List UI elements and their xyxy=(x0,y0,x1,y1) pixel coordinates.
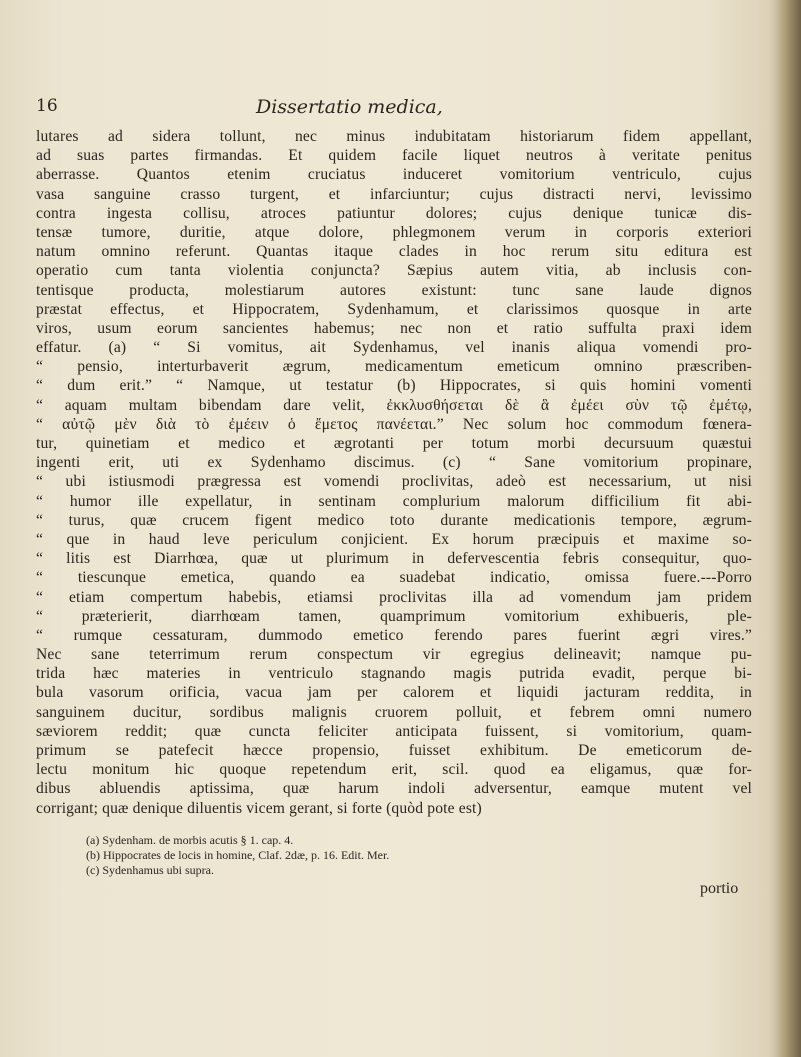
text-line: aberrasse. Quantos etenim cruciatus induceret vomitorium ventriculo, cujus xyxy=(36,166,752,184)
text-line: “ turus, quæ crucem figent medico toto durante medicationis tempore, ægrum- xyxy=(36,511,752,529)
catchword: portio xyxy=(700,880,739,897)
body-text xyxy=(36,127,752,818)
text-line: ad suas partes firmandas. Et quidem facile liquet neutros à veritate penitus xyxy=(36,147,752,165)
text-line: “ litis est Diarrhœa, quæ ut plurimum in defervescentia febris consequitur, quo- xyxy=(36,550,752,568)
page-edge xyxy=(775,0,801,1057)
text-line: “ que in haud leve periculum conjicient. Ex horum præcipuis et maxime so- xyxy=(36,530,752,548)
text-line: tensæ tumore, duritie, atque dolore, phlegmonem verum in corporis exteriori xyxy=(36,223,752,241)
text-line: “ pensio, interturbaverit ægrum, medicamentum emeticum omnino præscriben- xyxy=(36,358,752,376)
text-line: Nec sane teterrimum rerum conspectum vir egregius delineavit; namque pu- xyxy=(36,646,752,664)
text-line: natum omnino referunt. Quantas itaque clades in hoc rerum situ editura est xyxy=(36,243,752,261)
footnote: (c) Sydenhamus ubi supra. xyxy=(86,863,214,877)
text-line: effatur. (a) “ Si vomitus, ait Sydenhamus, vel inanis aliqua vomendi pro- xyxy=(36,339,752,357)
text-line: “ humor ille expellatur, in sentinam complurium malorum difficilium fit abi- xyxy=(36,492,752,510)
text-line: ingenti erit, uti ex Sydenhamo discimus. (c) “ Sane vomitorium propinare, xyxy=(36,454,752,472)
text-line: tentisque producta, molestiarum autores existunt: tunc sane laude dignos xyxy=(36,281,752,299)
page-number: 16 xyxy=(36,96,58,116)
text-line: “ etiam compertum habebis, etiamsi proclivitas illa ad vomendum jam pridem xyxy=(36,588,752,606)
text-line: “ tiescunque emetica, quando ea suadebat indicatio, omissa fuere.---Porro xyxy=(36,569,752,587)
text-line: sæviorem reddit; quæ cuncta feliciter anticipata fuissent, si vomitorium, quam- xyxy=(36,722,752,740)
footnote: (a) Sydenham. de morbis acutis § 1. cap. 4. xyxy=(86,833,294,847)
text-line: “ præterierit, diarrhœam tamen, quamprimum vomitorium exhibueris, ple- xyxy=(36,607,752,625)
text-line: “ aquam multam bibendam dare velit, ἐκκλυσθήσεται δὲ ἃ ἐμέει σὺν τῷ ἐμέτῳ, xyxy=(36,396,752,414)
text-line: primum se patefecit hæcce propensio, fuisset exhibitum. De emeticorum de- xyxy=(36,742,752,759)
text-line: contra ingesta collisu, atroces patiuntur dolores; cujus denique tunicæ dis- xyxy=(36,204,752,222)
text-line: bula vasorum orificia, vacua jam per calorem et liquidi jacturam reddita, in xyxy=(36,684,752,702)
text-line: trida hæc materies in ventriculo stagnando magis putrida evadit, perque bi- xyxy=(36,665,752,683)
text-line: corrigant; quæ denique diluentis vicem gerant, si forte (quòd pote est) xyxy=(36,799,482,817)
page-header xyxy=(36,96,736,126)
text-line: præstat effectus, et Hippocratem, Sydenhamum, et clarissimos quosque in arte xyxy=(36,300,752,318)
text-line: lectu monitum hic quoque repetendum erit, scil. quod ea eligamus, quæ for- xyxy=(36,761,752,779)
text-line: tur, quinetiam et medico et ægrotanti per totum morbi decursuum quæstui xyxy=(36,435,752,452)
text-line: sanguinem ducitur, sordibus malignis cruorem polluit, et febrem omni numero xyxy=(36,703,752,721)
text-line: vasa sanguine crasso turgent, et infarciuntur; cujus distracti nervi, levissimo xyxy=(36,185,752,203)
text-line: “ dum erit.” “ Namque, ut testatur (b) Hippocrates, si quis homini vomenti xyxy=(36,377,752,395)
text-line: “ ubi istiusmodi prægressa est vomendi proclivitas, adeò est necessarium, ut nisi xyxy=(36,473,752,491)
running-title: Dissertatio medica, xyxy=(256,96,443,118)
text-line: lutares ad sidera tollunt, nec minus indubitatam historiarum fidem appellant, xyxy=(36,128,752,145)
text-line: viros, usum eorum sancientes habemus; nec non et ratio suffulta praxi idem xyxy=(36,319,752,337)
text-line: dibus abluendis aptissima, quæ harum indoli adversentur, eamque mutent vel xyxy=(36,780,752,798)
text-line: “ rumque cessaturam, dummodo emetico ferendo pares fuerint ægri vires.” xyxy=(36,626,752,644)
footnote: (b) Hippocrates de locis in homine, Claf. 2dæ, p. 16. Edit. Mer. xyxy=(86,848,390,862)
text-line: “ αὐτῷ μὲν διὰ τὸ ἐμέειν ὁ ἔμετος πανέεται.” Nec solum hoc commodum fœnera- xyxy=(36,415,752,433)
text-line: operatio cum tanta violentia conjuncta? Sæpius autem vitia, ab inclusis con- xyxy=(36,262,752,280)
footnotes xyxy=(86,833,706,878)
